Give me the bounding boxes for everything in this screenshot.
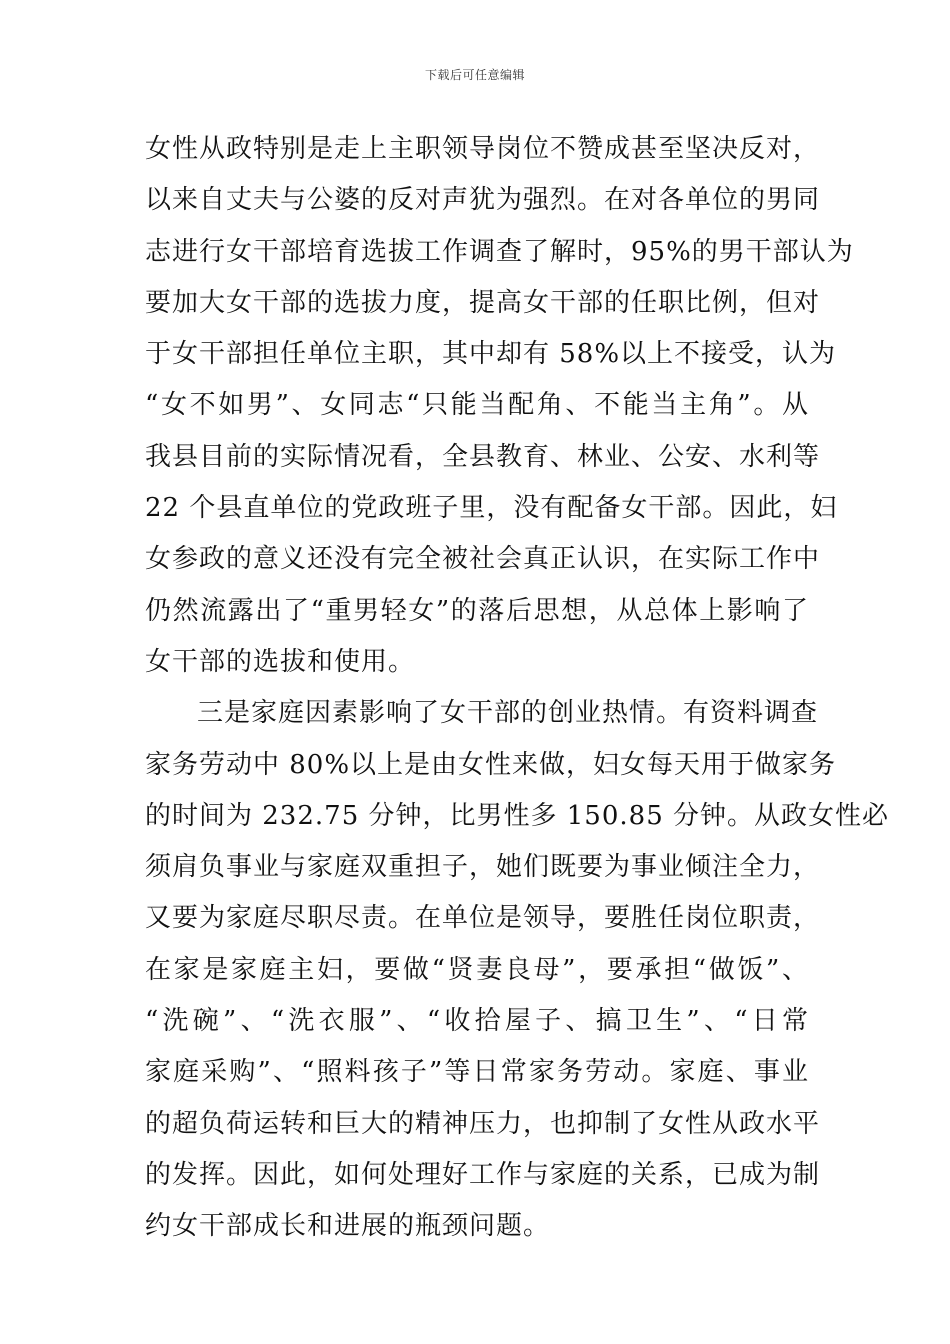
text-line: 的时间为 232.75 分钟，比男性多 150.85 分钟。从政女性必 <box>145 800 890 831</box>
text-line: 家庭采购”、“照料孩子”等日常家务劳动。家庭、事业 <box>145 1057 809 1088</box>
text-line: 约女干部成长和进展的瓶颈问题。 <box>145 1211 551 1242</box>
text-line: 女参政的意义还没有完全被社会真正认识，在实际工作中 <box>145 544 821 575</box>
text-line: 以来自丈夫与公婆的反对声犹为强烈。在对各单位的男同 <box>145 185 821 216</box>
text-line: 22 个县直单位的党政班子里，没有配备女干部。因此，妇 <box>145 493 838 524</box>
text-line: 我县目前的实际情况看，全县教育、林业、公安、水利等 <box>145 441 821 472</box>
text-line: 三是家庭因素影响了女干部的创业热情。有资料调查 <box>197 698 819 729</box>
document-body <box>145 124 890 1253</box>
paragraph-1 <box>145 124 854 688</box>
text-line: 志进行女干部培育选拔工作调查了解时，95%的男干部认为 <box>145 236 854 267</box>
text-line: “洗碗”、“洗衣服”、“收拾屋子、搞卫生”、“日常 <box>145 1006 809 1037</box>
text-line: 的超负荷运转和巨大的精神压力，也抑制了女性从政水平 <box>145 1108 821 1139</box>
paragraph-2 <box>145 688 890 1252</box>
text-line: 的发挥。因此，如何处理好工作与家庭的关系，已成为制 <box>145 1159 821 1190</box>
text-line: 家务劳动中 80%以上是由女性来做，妇女每天用于做家务 <box>145 749 837 780</box>
text-line: 仍然流露出了“重男轻女”的落后思想，从总体上影响了 <box>145 595 809 626</box>
text-line: “女不如男”、女同志“只能当配角、不能当主角”。从 <box>145 390 809 421</box>
text-line: 又要为家庭尽职尽责。在单位是领导，要胜任岗位职责， <box>145 903 821 934</box>
text-line: 女干部的选拔和使用。 <box>145 646 416 677</box>
text-line: 于女干部担任单位主职，其中却有 58%以上不接受，认为 <box>145 339 837 370</box>
text-line: 须肩负事业与家庭双重担子，她们既要为事业倾注全力， <box>145 852 821 883</box>
text-line: 女性从政特别是走上主职领导岗位不赞成甚至坚决反对， <box>145 134 821 164</box>
text-line: 要加大女干部的选拔力度，提高女干部的任职比例，但对 <box>145 287 821 318</box>
text-line: 在家是家庭主妇，要做“贤妻良母”，要承担“做饭”、 <box>145 954 809 985</box>
page-header: 下载后可任意编辑 <box>424 68 525 82</box>
